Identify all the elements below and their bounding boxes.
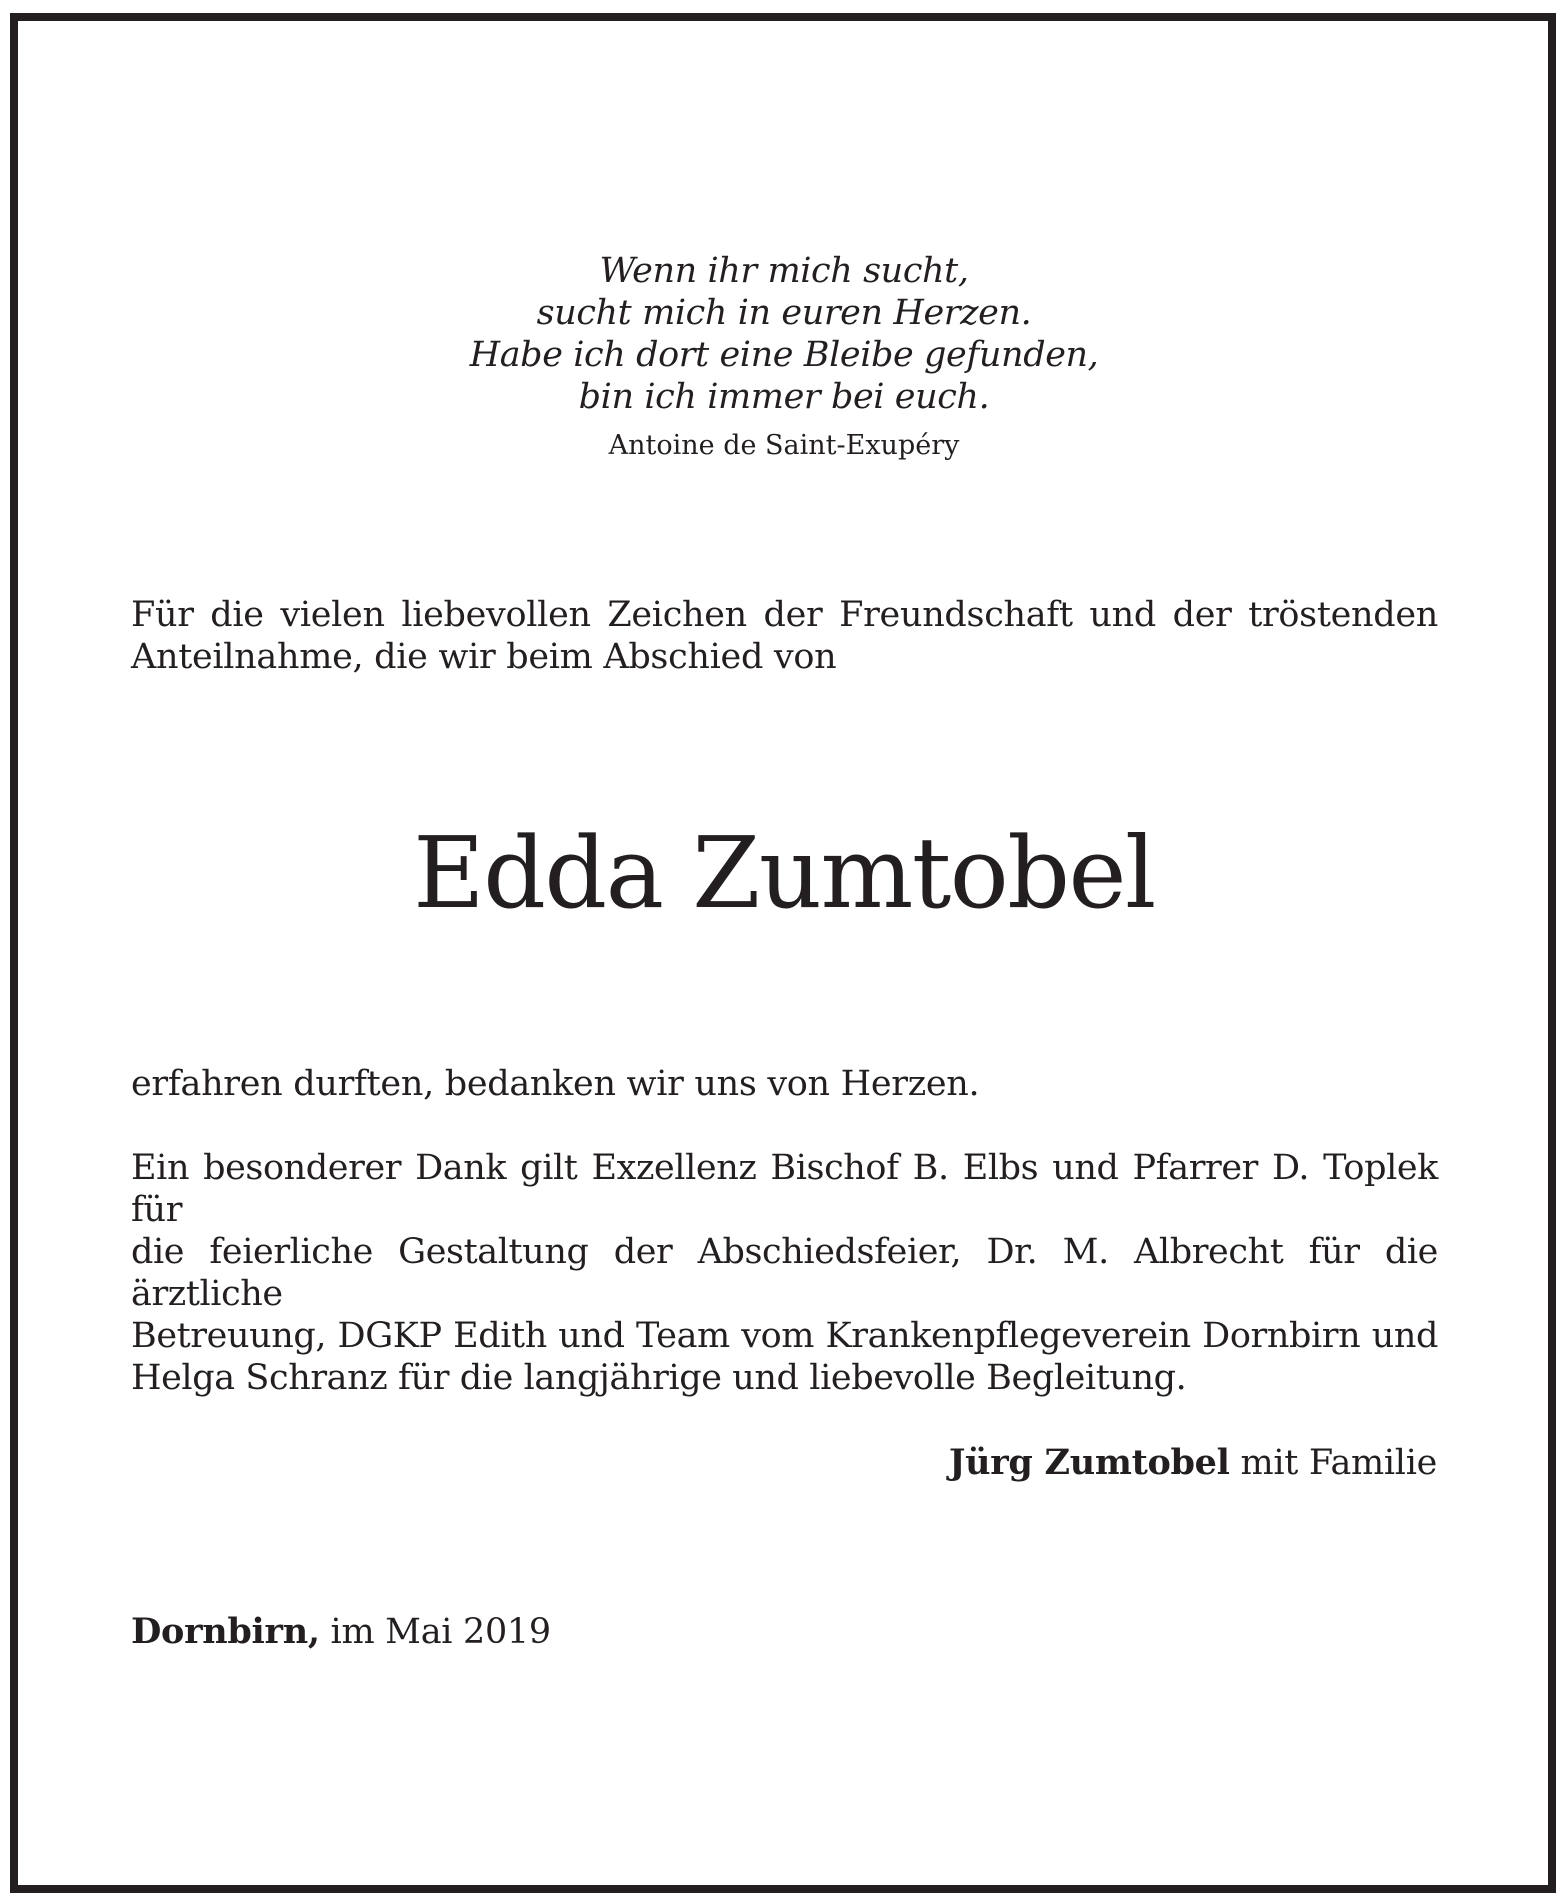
special-thanks-line: Betreuung, DGKP Edith und Team vom Krankenpflegeverein Dornbirn und <box>131 1316 1438 1356</box>
place-date <box>131 1611 551 1653</box>
special-thanks-line: Helga Schranz für die langjährige und liebevolle Begleitung. <box>131 1358 1187 1398</box>
signature-name: Jürg Zumtobel <box>948 1442 1230 1483</box>
intro-paragraph <box>131 594 1438 678</box>
quote-author: Antoine de Saint-Exupéry <box>608 430 960 461</box>
quote-line: bin ich immer bei euch. <box>578 377 990 417</box>
quote-line: Wenn ihr mich sucht, <box>599 251 969 291</box>
deceased-name: Edda Zumtobel <box>413 817 1155 931</box>
quote-line: Habe ich dort eine Bleibe gefunden, <box>469 335 1099 375</box>
intro-line: Anteilnahme, die wir beim Abschied von <box>131 637 837 677</box>
special-thanks-line: Ein besonderer Dank gilt Exzellenz Bischof B. Elbs und Pfarrer D. Toplek für <box>131 1148 1438 1230</box>
place: Dornbirn, <box>131 1611 320 1652</box>
quote-line: sucht mich in euren Herzen. <box>536 293 1032 333</box>
signature <box>949 1442 1437 1484</box>
special-thanks-paragraph <box>131 1147 1438 1399</box>
signature-suffix: mit Familie <box>1229 1443 1437 1483</box>
memorial-quote <box>0 250 1568 418</box>
thanks-line: erfahren durften, bedanken wir uns von Herzen. <box>131 1064 980 1104</box>
intro-line: Für die vielen liebevollen Zeichen der Freundschaft und der tröstenden <box>131 595 1438 635</box>
special-thanks-line: die feierliche Gestaltung der Abschiedsfeier, Dr. M. Albrecht für die ärztliche <box>131 1232 1438 1314</box>
date: im Mai 2019 <box>319 1612 551 1652</box>
